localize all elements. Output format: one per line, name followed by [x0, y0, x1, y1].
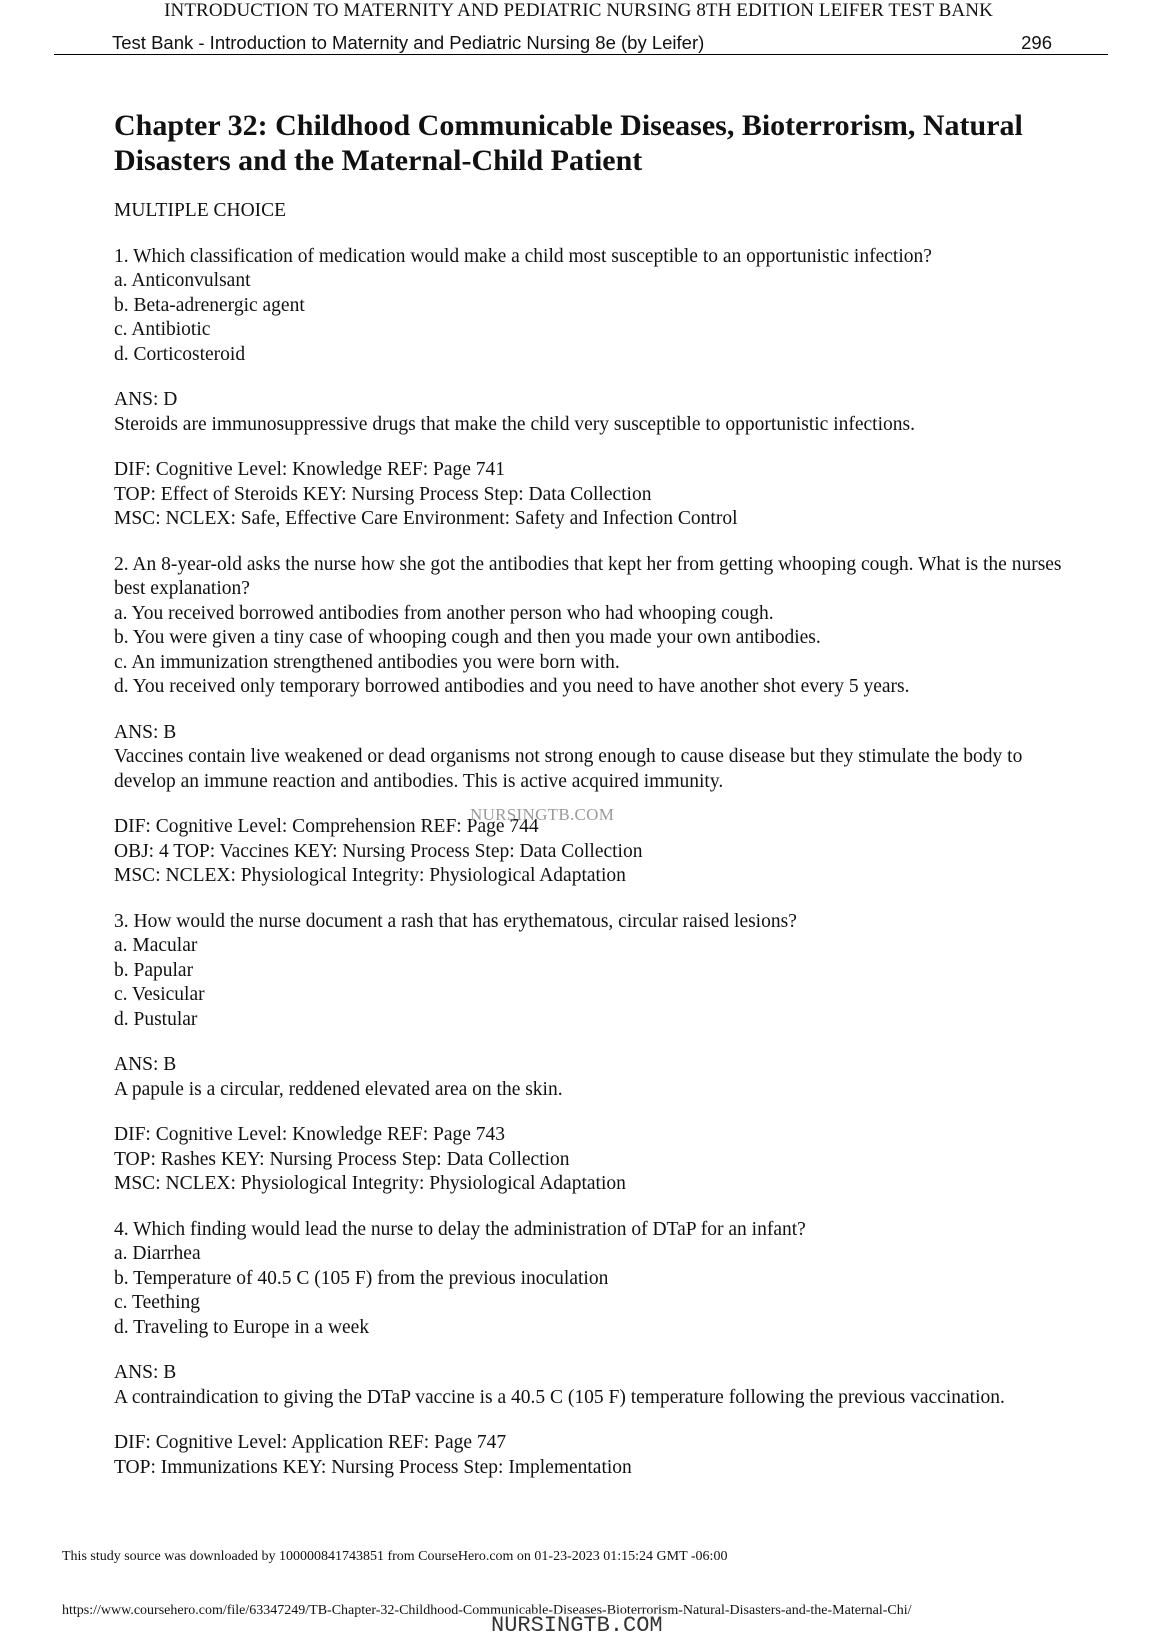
answer-option: d. Pustular	[114, 1008, 198, 1030]
question-2	[114, 553, 1064, 700]
footer-url[interactable]: https://www.coursehero.com/file/63347249/TB-Chapter-32-Childhood-Communicable-Diseases-Bioterrorism-Natural-Disasters-and-the-Maternal-Chi/	[62, 1603, 912, 1618]
answer-option: d. Corticosteroid	[114, 343, 246, 365]
meta-block-4	[114, 1431, 1064, 1480]
question-stem: 3. How would the nurse document a rash that has erythematous, circular raised lesions?	[114, 910, 797, 932]
header-title: Test Bank - Introduction to Maternity and Pediatric Nursing 8e (by Leifer)	[112, 32, 705, 53]
rationale: A papule is a circular, reddened elevated area on the skin.	[114, 1078, 563, 1100]
question-4	[114, 1218, 1064, 1341]
meta-line: OBJ: 4 TOP: Vaccines KEY: Nursing Process Step: Data Collection	[114, 840, 643, 862]
answer-option: c. Vesicular	[114, 984, 205, 1005]
answer-option: a. You received borrowed antibodies from another person who had whooping cough.	[114, 602, 774, 624]
meta-line: DIF: Cognitive Level: Knowledge REF: Page 743	[114, 1124, 506, 1145]
answer-option: c. An immunization strengthened antibodies you were born with.	[114, 651, 620, 673]
answer-option: b. Beta-adrenergic agent	[114, 294, 305, 316]
answer-block-2	[114, 721, 1064, 795]
section-label: MULTIPLE CHOICE	[114, 200, 287, 221]
answer-option: b. Papular	[114, 959, 194, 981]
meta-line: TOP: Rashes KEY: Nursing Process Step: Data Collection	[114, 1148, 570, 1170]
answer-option: c. Antibiotic	[114, 319, 211, 340]
rationale: Steroids are immunosuppressive drugs that make the child very susceptible to opportunistic infections.	[114, 413, 915, 435]
document-body	[114, 108, 1064, 1480]
meta-line: DIF: Cognitive Level: Application REF: Page 747	[114, 1432, 507, 1453]
answer-option: a. Macular	[114, 935, 198, 956]
answer-option: b. You were given a tiny case of whooping cough and then you made your own antibodies.	[114, 627, 821, 648]
watermark-mid: NURSINGTB.COM	[470, 805, 615, 824]
meta-line: MSC: NCLEX: Physiological Integrity: Physiological Adaptation	[114, 865, 626, 886]
rationale: A contraindication to giving the DTaP vaccine is a 40.5 C (105 F) temperature following the previous vaccination.	[114, 1386, 1005, 1408]
meta-line: DIF: Cognitive Level: Knowledge REF: Page 741	[114, 459, 506, 480]
answer-block-3	[114, 1053, 1064, 1102]
answer-block-1	[114, 388, 1064, 437]
meta-line: DIF: Cognitive Level: Comprehension REF: Page 744	[114, 816, 539, 837]
page-number: 296	[1021, 32, 1052, 53]
rationale: Vaccines contain live weakened or dead organisms not strong enough to cause disease but they stimulate the body to develop an immune reaction and antibodies. This is active acquired immunity.	[114, 746, 1023, 792]
question-stem: 4. Which finding would lead the nurse to delay the administration of DTaP for an infant?	[114, 1218, 806, 1240]
meta-line: TOP: Immunizations KEY: Nursing Process Step: Implementation	[114, 1456, 632, 1478]
answer-key: ANS: B	[114, 721, 177, 743]
meta-block-1	[114, 458, 1064, 532]
question-stem: 2. An 8-year-old asks the nurse how she got the antibodies that kept her from getting whooping cough. What is the nurses best explanation?	[114, 553, 1062, 599]
footer-source: This study source was downloaded by 100000841743851 from CourseHero.com on 01-23-2023 01:15:24 GMT -06:00	[62, 1549, 728, 1564]
meta-block-3	[114, 1123, 1064, 1197]
watermark-bottom: NURSINGTB.COM	[491, 1613, 663, 1638]
answer-option: d. You received only temporary borrowed antibodies and you need to have another shot every 5 years.	[114, 676, 910, 697]
question-1	[114, 245, 1064, 368]
answer-key: ANS: B	[114, 1362, 177, 1383]
meta-line: MSC: NCLEX: Physiological Integrity: Physiological Adaptation	[114, 1173, 626, 1194]
meta-line: TOP: Effect of Steroids KEY: Nursing Process Step: Data Collection	[114, 483, 652, 505]
answer-option: b. Temperature of 40.5 C (105 F) from the previous inoculation	[114, 1267, 609, 1289]
chapter-title: Chapter 32: Childhood Communicable Diseases, Bioterrorism, Natural Disasters and the Maternal-Child Patient	[114, 109, 1023, 177]
meta-line: MSC: NCLEX: Safe, Effective Care Environment: Safety and Infection Control	[114, 508, 738, 529]
answer-option: d. Traveling to Europe in a week	[114, 1316, 370, 1338]
answer-option: a. Diarrhea	[114, 1243, 201, 1264]
question-stem: 1. Which classification of medication would make a child most susceptible to an opportunistic infection?	[114, 245, 932, 267]
question-3	[114, 910, 1064, 1033]
answer-key: ANS: D	[114, 389, 178, 410]
answer-key: ANS: B	[114, 1054, 177, 1075]
answer-option: a. Anticonvulsant	[114, 270, 251, 291]
top-banner: INTRODUCTION TO MATERNITY AND PEDIATRIC NURSING 8TH EDITION LEIFER TEST BANK	[164, 0, 993, 21]
answer-option: c. Teething	[114, 1292, 200, 1313]
answer-block-4	[114, 1361, 1064, 1410]
meta-block-2	[114, 815, 1064, 889]
running-header	[54, 32, 1108, 55]
